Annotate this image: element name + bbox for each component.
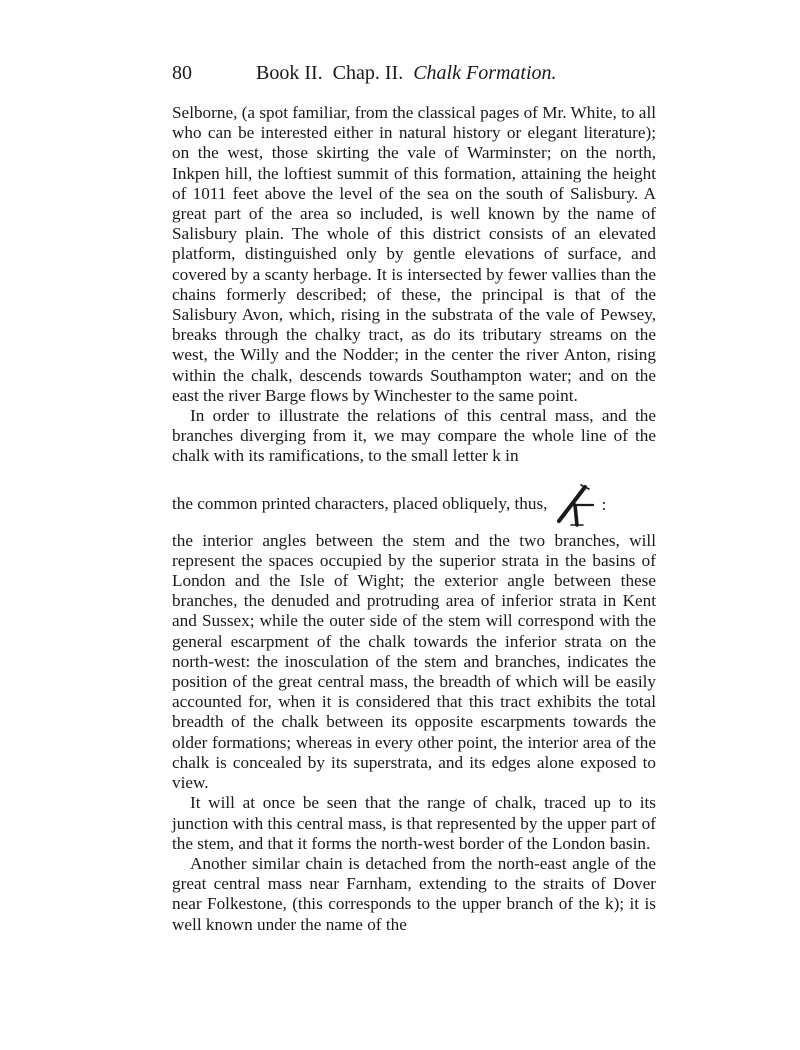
running-header [170,62,650,92]
book-label: Book II. [256,62,323,84]
chapter-label: Chap. II. [332,62,404,84]
paragraph: In order to illustrate the relations of this central mass, and the branches diverging from it, we may compare the whole line of the chalk with its ramifications, to the small letter k in [172,406,656,466]
section-title: Chalk Formation. [413,62,557,84]
body-text [172,103,656,935]
paragraph: Selborne, (a spot familiar, from the classical pages of Mr. White, to all who can be interested either in natural history or elegant literature); on the west, those skirting the vale of Warminster; on the north, Inkpen hill, the loftiest summit of this formation, attaining the height of 1011 feet above the level of the sea on the south of Salisbury. A great part of the area so included, is well known by the name of Salisbury plain. The whole of this district consists of an elevated platform, distinguished only by gentle elevations of surface, and covered by a scanty herbage. It is intersected by fewer vallies than the chains formerly described; of these, the principal is that of the Salisbury Avon, which, rising in the substrata of the vale of Pewsey, breaks through the chalky tract, as do its tributary streams on the west, the Willy and the Nodder; in the center the river Anton, rising within the chalk, descends towards Southampton water; and on the east the river Barge flows by Winchester to the same point. [172,103,656,405]
paragraph: Another similar chain is detached from the north-east angle of the great central mass near Farnham, extending to the straits of Dover near Folkestone, (this corresponds to the upper branch of the k); it is well known under the name of the [172,853,656,934]
paragraph: the interior angles between the stem and the two branches, will represent the spaces occupied by the superior strata in the basins of London and the Isle of Wight; the exterior angle between these branches, the denuded and protruding area of inferior strata in Kent and Sussex; while the outer side of the stem will correspond with the general escarpment of the chalk towards the inferior strata on the north-west: the inosculation of the stem and branches, indicates the position of the great central mass, the breadth of which will be easily accounted for, when it is considered that this tract exhibits the total breadth of the chalk between its opposite escarpments towards the older formations; whereas in every other point, the interior area of the chalk is concealed by its superstrata, and its edges alone exposed to view. [172,530,656,793]
symbol-line [172,483,656,523]
running-title [256,62,557,85]
page-number: 80 [172,62,192,84]
paragraph: It will at once be seen that the range of chalk, traced up to its junction with this central mass, is that represented by the upper part of the stem, and that it forms the north-west border of the London basin. [172,793,656,853]
symbol-line-colon: : [601,494,607,514]
symbol-line-text: the common printed characters, placed obliquely, thus, [172,493,548,513]
oblique-letter-k-icon [551,483,599,527]
